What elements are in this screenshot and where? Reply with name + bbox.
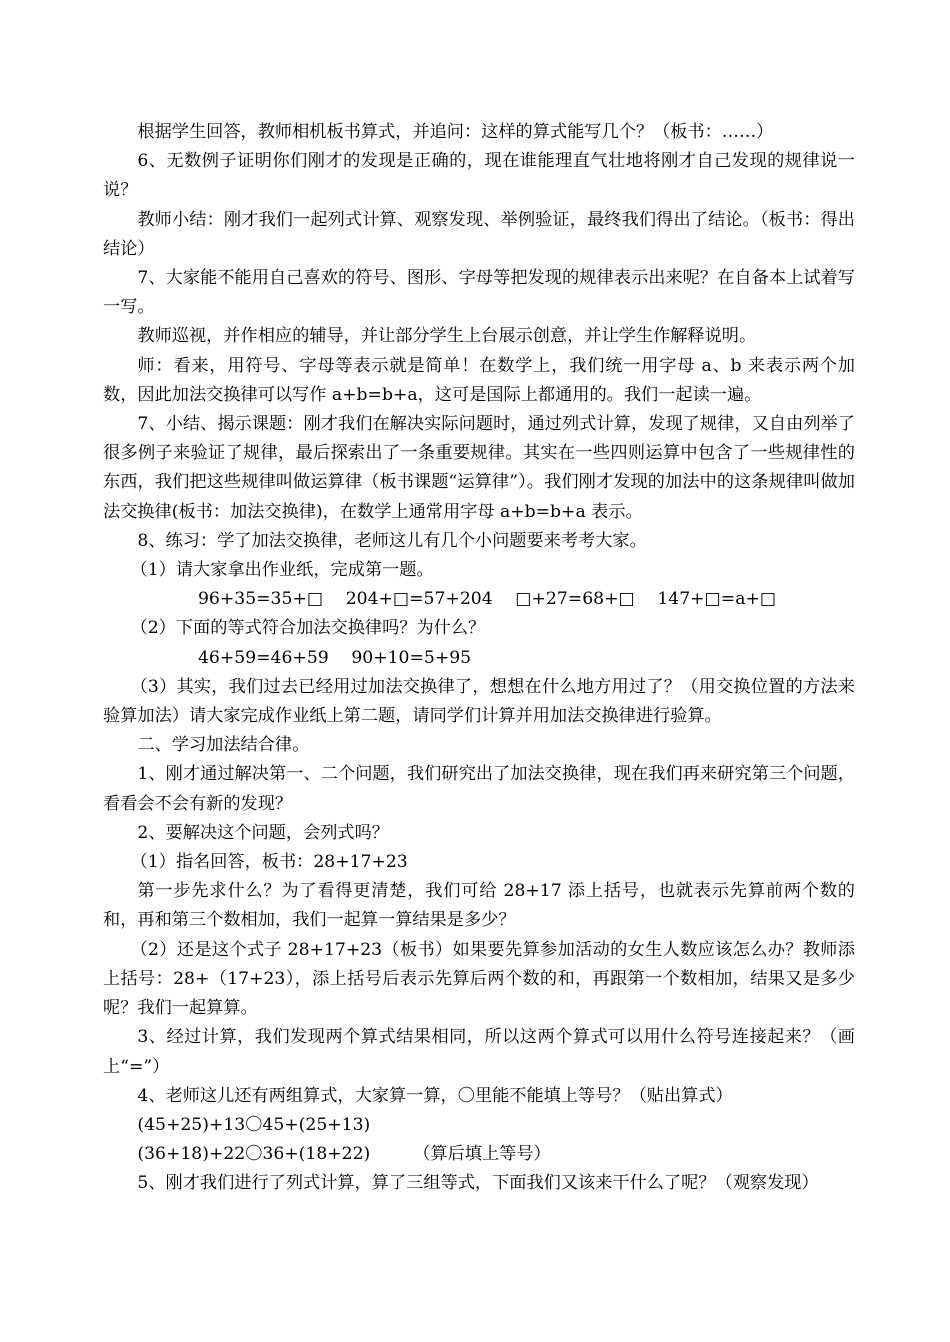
paragraph-teacher-patrol: 教师巡视，并作相应的辅导，并让部分学生上台展示创意，并让学生作解释说明。	[137, 326, 757, 347]
paragraph-step-6: 6、无数例子证明你们刚才的发现是正确的，现在谁能理直气壮地将刚才自己发现的规律说一说？	[103, 151, 855, 201]
paragraph-associative-step-3: 3、经过计算，我们发现两个算式结果相同，所以这两个算式可以用什么符号连接起来？（画上“=”）	[103, 1027, 855, 1077]
document-body	[103, 118, 855, 1199]
formula-line-exercise-2: 46+59=46+59 90+10=5+95	[198, 647, 472, 668]
paragraph-associative-step-5: 5、刚才我们进行了列式计算，算了三组等式，下面我们又该来干什么了呢？（观察发现）	[137, 1173, 819, 1194]
paragraph-step-8-practice: 8、练习：学了加法交换律，老师这儿有几个小问题要来考考大家。	[137, 530, 647, 551]
paragraph-associative-step-2: 2、要解决这个问题，会列式吗？	[137, 822, 389, 843]
paragraph-teacher-summary: 教师小结：刚才我们一起列式计算、观察发现、举例验证，最终我们得出了结论。（板书：得出结论）	[103, 209, 855, 259]
paragraph-step-7-summary: 7、小结、揭示课题：刚才我们在解决实际问题时，通过列式计算，发现了规律，又自由列举了很多例子来验证了规律，最后探索出了一条重要规律。其实在一些四则运算中包含了一些规律性的东西，我们把这些规律叫做运算律（板书课题“运算律”）。我们刚才发现的加法中的这条规律叫做加法交换律(板书：加法交换律)，在数学上通常用字母 a+b=b+a 表示。	[103, 414, 855, 522]
paragraph-exercise-3: （3）其实，我们过去已经用过加法交换律了，想想在什么地方用过了？（用交换位置的方法来验算加法）请大家完成作业纸上第二题，请同学们计算并用加法交换律进行验算。	[103, 676, 855, 727]
paragraph-exercise-2: （2）下面的等式符合加法交换律吗？为什么？	[130, 618, 486, 639]
paragraph-first-step: 第一步先求什么？为了看得更清楚，我们可给 28+17 添上括号，也就表示先算前两个数的和，再和第三个数相加，我们一起算一算结果是多少？	[103, 881, 855, 931]
paragraph-answer-board: （1）指名回答，板书：28+17+23	[130, 852, 408, 873]
formula-line-exercise-1: 96+35=35+□ 204+□=57+204 □+27=68+□ 147+□=a+□	[198, 589, 777, 610]
paragraph-step-7-symbols: 7、大家能不能用自己喜欢的符号、图形、字母等把发现的规律表示出来呢？在自备本上试着写一写。	[103, 268, 855, 318]
paragraph-board-formula: 根据学生回答，教师相机板书算式，并追问：这样的算式能写几个？（板书：……）	[137, 122, 774, 142]
paragraph-associative-step-1: 1、刚才通过解决第一、二个问题，我们研究出了加法交换律，现在我们再来研究第三个问题，看看会不会有新的发现？	[103, 764, 855, 814]
paragraph-exercise-1: （1）请大家拿出作业纸，完成第一题。	[130, 560, 434, 581]
paragraph-associative-step-4: 4、老师这儿还有两组算式，大家算一算，〇里能不能填上等号？（贴出算式）	[137, 1085, 733, 1106]
paragraph-teacher-letters: 师：看来，用符号、字母等表示就是简单！在数学上，我们统一用字母 a、b 来表示两个加数，因此加法交换律可以写作 a+b=b+a，这可是国际上都通用的。我们一起读一遍。	[103, 355, 855, 405]
formula-line-group-1: (45+25)+13〇45+(25+13)	[137, 1114, 371, 1135]
section-heading-associative-law: 二、学习加法结合律。	[137, 735, 310, 756]
formula-line-group-2: (36+18)+22〇36+(18+22) （算后填上等号）	[137, 1144, 551, 1165]
paragraph-same-expression: （2）还是这个式子 28+17+23（板书）如果要先算参加活动的女生人数应该怎么办？教师添上括号：28+（17+23），添上括号后表示先算后两个数的和，再跟第一个数相加，结果又是多少呢？我们一起算算。	[103, 939, 855, 1019]
